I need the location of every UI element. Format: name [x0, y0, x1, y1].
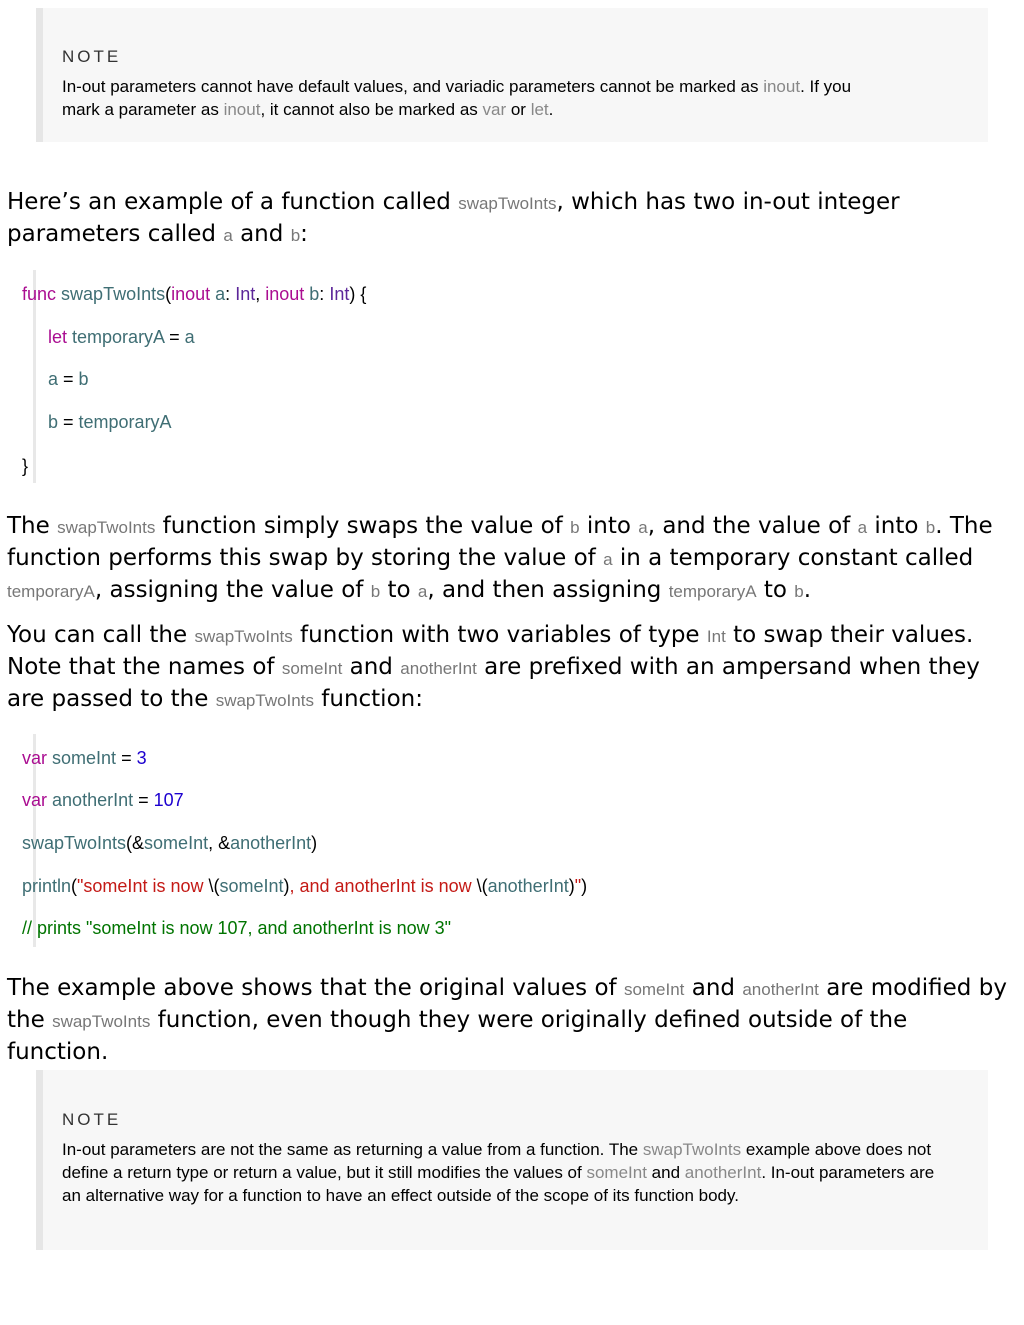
text: Here’s an example of a function called [7, 189, 459, 215]
inline-code: temporaryA [7, 582, 95, 601]
text: , and then assigning [427, 577, 669, 603]
text: , and the value of [647, 513, 858, 539]
paragraph-swap-explanation [7, 511, 1012, 607]
punct: = [133, 790, 154, 810]
identifier: temporaryA [78, 412, 172, 432]
identifier: anotherInt [487, 876, 569, 896]
identifier: println [22, 876, 72, 896]
text: You can call the [7, 622, 195, 648]
punct: : [225, 284, 236, 304]
note-text: In-out parameters cannot have default values, and variadic parameters cannot be marked as [62, 77, 764, 96]
identifier: b [48, 412, 59, 432]
note-box-inout-vs-return [36, 1070, 988, 1250]
punct: \( [208, 876, 220, 896]
note-title: NOTE [62, 47, 122, 66]
text: and [684, 975, 743, 1001]
inline-code: anotherInt [742, 980, 819, 999]
identifier: someInt [52, 748, 117, 768]
text: are prefixed with an ampersand when they are passed to the [7, 654, 980, 712]
text: function simply swaps the value of [155, 513, 571, 539]
text: and [342, 654, 401, 680]
identifier: a [215, 284, 226, 304]
type: Int [235, 284, 256, 304]
keyword: inout [171, 284, 211, 304]
string-literal: " [574, 876, 582, 896]
text: : [300, 221, 308, 247]
inline-code: a [638, 518, 648, 537]
code-line [48, 410, 172, 434]
keyword: var [22, 748, 48, 768]
inline-code: someInt [586, 1163, 647, 1182]
note-text: . In-out parameters are an alternative way for a function to have an effect outside of the scope of its function body. [62, 1163, 935, 1205]
text: . [803, 577, 812, 603]
inline-code: a [857, 518, 868, 537]
punct: ) [311, 833, 318, 853]
punct: ) [568, 876, 575, 896]
note-box-inout-restrictions [36, 8, 988, 142]
inline-code: anotherInt [400, 659, 477, 678]
code-line [22, 746, 147, 770]
inline-code: swapTwoInts [642, 1140, 742, 1159]
punct: ( [71, 876, 78, 896]
code-line [48, 367, 89, 391]
note-text: In-out parameters are not the same as returning a value from a function. The [62, 1140, 643, 1159]
code-comment: // prints "someInt is now 107, and anotherInt is now 3" [22, 918, 452, 938]
text: function: [313, 686, 423, 712]
code-block-swap-call [22, 734, 996, 947]
text: , which has two in-out integer parameters called [7, 189, 900, 247]
punct: , [255, 284, 266, 304]
inline-code: anotherInt [684, 1163, 762, 1182]
text: to [380, 577, 418, 603]
keyword: let [48, 327, 68, 347]
identifier: anotherInt [52, 790, 134, 810]
code-line [48, 325, 195, 349]
inline-code: var [482, 100, 507, 119]
inline-code: a [603, 550, 613, 569]
identifier: b [78, 369, 89, 389]
code-block-swap-function [22, 270, 996, 483]
code-line [22, 282, 366, 306]
inline-code: inout [763, 77, 801, 96]
note-text: and [646, 1163, 685, 1182]
keyword: func [22, 284, 57, 304]
punct: : [319, 284, 330, 304]
note-text: example above does not define a return type or return a value, but it still modifies the values of [62, 1140, 932, 1182]
identifier: a [184, 327, 195, 347]
inline-code: b [570, 518, 580, 537]
inline-code: someInt [281, 659, 343, 678]
punct: ) { [349, 284, 367, 304]
punct: } [22, 456, 29, 476]
inline-code: Int [706, 627, 726, 646]
punct: = [116, 748, 137, 768]
punct: ) [581, 876, 588, 896]
punct: = [164, 327, 185, 347]
punct: ( [165, 284, 172, 304]
inline-code: let [530, 100, 549, 119]
inline-code: temporaryA [668, 582, 757, 601]
note-text: , it cannot also be marked as [260, 100, 483, 119]
inline-code: b [925, 518, 936, 537]
keyword: inout [265, 284, 305, 304]
text: are modified by the [7, 975, 1007, 1033]
note-text: . [548, 100, 554, 119]
identifier: someInt [144, 833, 209, 853]
punct: , & [208, 833, 231, 853]
text: function with two variables of type [292, 622, 707, 648]
text: into [579, 513, 639, 539]
text: The [7, 513, 58, 539]
text: into [867, 513, 926, 539]
inline-code: a [417, 582, 428, 601]
identifier: temporaryA [72, 327, 165, 347]
paragraph-calling-swap [7, 620, 1012, 716]
note-text: or [506, 100, 531, 119]
code-line [22, 788, 184, 812]
punct: (& [126, 833, 145, 853]
string-literal: "someInt is now [77, 876, 209, 896]
string-literal: , and anotherInt is now [289, 876, 477, 896]
paragraph-modified-values [7, 973, 1012, 1067]
punct: ) [283, 876, 290, 896]
identifier: someInt [219, 876, 284, 896]
inline-code: b [290, 226, 301, 245]
code-line [22, 454, 28, 478]
inline-code: b [370, 582, 381, 601]
number-literal: 107 [153, 790, 184, 810]
identifier: b [309, 284, 320, 304]
inline-code: swapTwoInts [215, 691, 314, 710]
code-line [22, 874, 587, 898]
note-text: mark a parameter as [62, 100, 224, 119]
inline-code: swapTwoInts [52, 1012, 151, 1031]
text: to [756, 577, 795, 603]
number-literal: 3 [136, 748, 147, 768]
identifier: a [48, 369, 59, 389]
inline-code: someInt [623, 980, 685, 999]
identifier: swapTwoInts [61, 284, 166, 304]
inline-code: a [223, 226, 233, 245]
identifier: anotherInt [230, 833, 312, 853]
text: function, even though they were originally defined outside of the function. [7, 1007, 908, 1065]
keyword: var [22, 790, 48, 810]
identifier: swapTwoInts [22, 833, 127, 853]
punct: = [58, 369, 79, 389]
paragraph-swap-intro [7, 187, 907, 251]
note-body [62, 1138, 952, 1207]
text: . The function performs this swap by storing the value of [7, 513, 993, 571]
punct: = [58, 412, 79, 432]
text: The example above shows that the original values of [7, 975, 624, 1001]
inline-code: swapTwoInts [458, 194, 557, 213]
text: to swap their values. Note that the names of [7, 622, 974, 680]
text: in a temporary constant called [612, 545, 974, 571]
note-title: NOTE [62, 1110, 122, 1129]
punct: \( [476, 876, 488, 896]
note-text: . If you [800, 77, 852, 96]
code-line [22, 916, 451, 940]
inline-code: swapTwoInts [57, 518, 156, 537]
code-line [22, 831, 317, 855]
note-body [62, 75, 952, 121]
type: Int [329, 284, 350, 304]
text: , assigning the value of [94, 577, 371, 603]
inline-code: inout [223, 100, 261, 119]
inline-code: b [794, 582, 804, 601]
inline-code: swapTwoInts [194, 627, 293, 646]
text: and [232, 221, 291, 247]
